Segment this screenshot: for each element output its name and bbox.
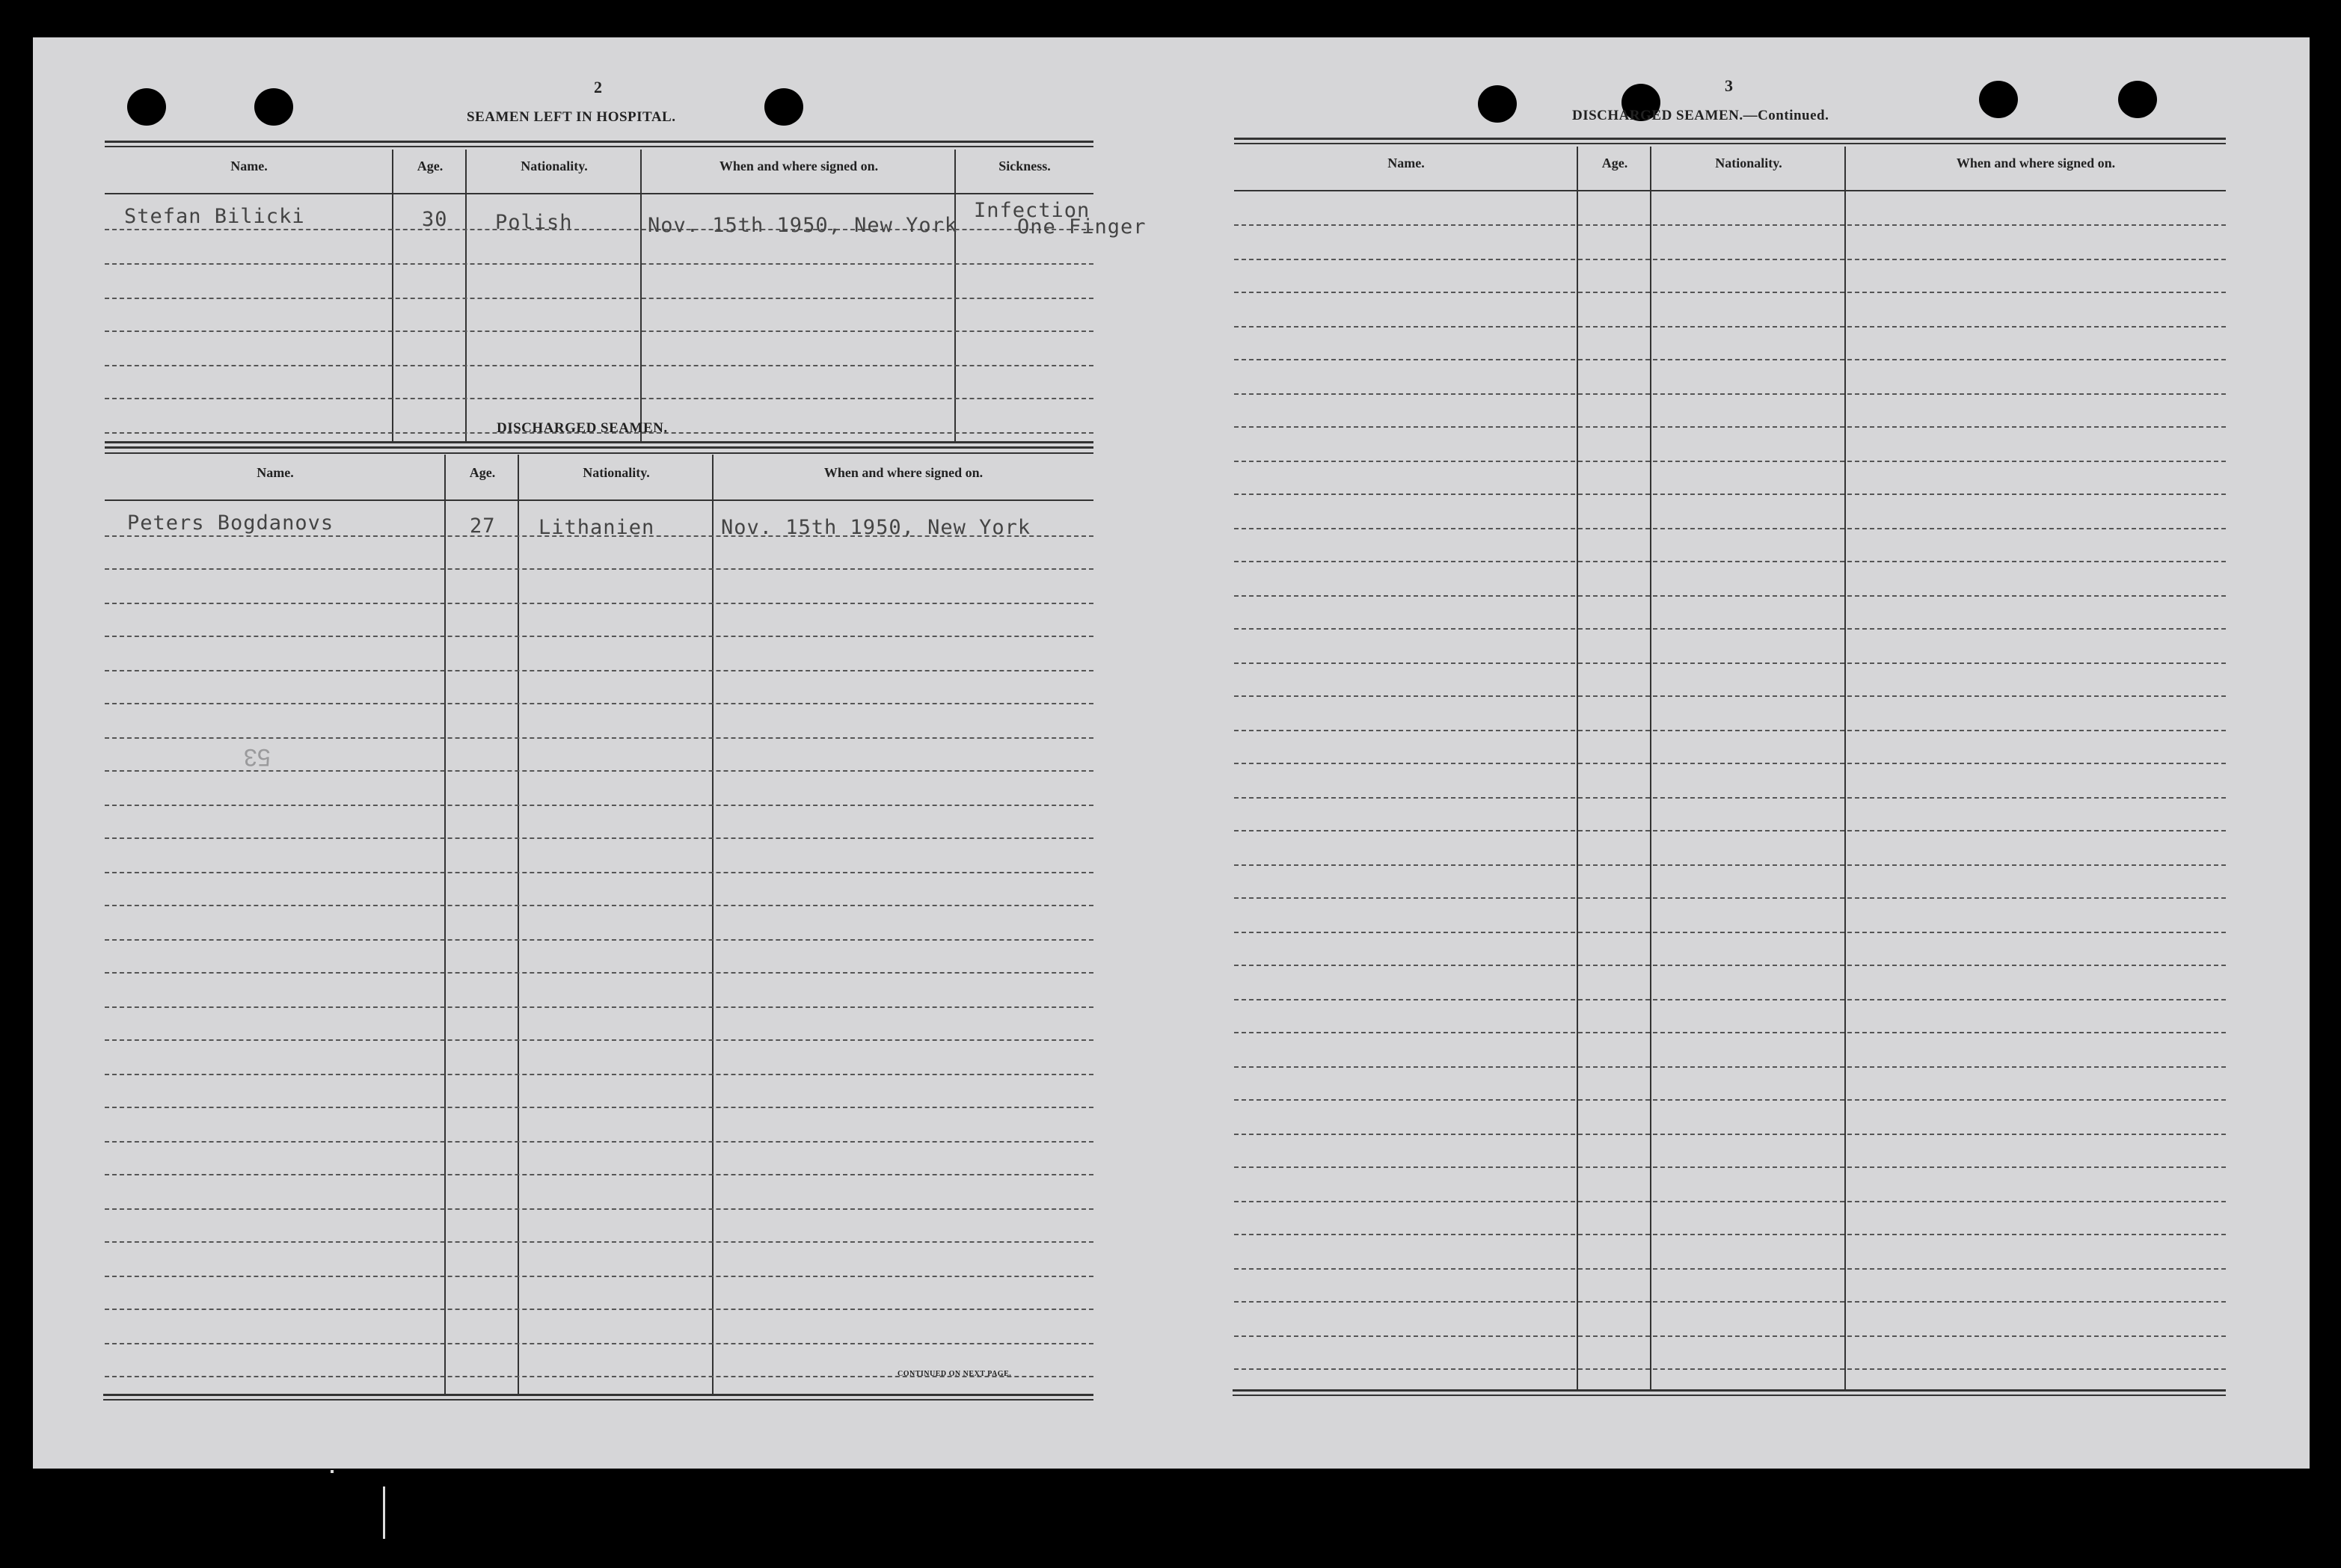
right-col-signed-on: When and where signed on. bbox=[1956, 156, 2116, 170]
punch-hole bbox=[1979, 81, 2018, 118]
hospital-row-sickness-2: One Finger bbox=[1017, 215, 1147, 239]
right-row-line bbox=[1234, 292, 2226, 293]
discharged-header-top-rule bbox=[105, 447, 1093, 449]
right-row-line bbox=[1234, 528, 2226, 529]
hospital-row-line bbox=[105, 398, 1093, 399]
faint-stamp-number: 53 bbox=[244, 744, 271, 771]
right-row-line bbox=[1234, 1335, 2226, 1337]
right-row-line bbox=[1234, 494, 2226, 495]
right-col-age: Age. bbox=[1601, 156, 1628, 170]
right-row-line bbox=[1234, 730, 2226, 731]
punch-hole bbox=[1478, 85, 1517, 123]
right-row-line bbox=[1234, 628, 2226, 630]
hospital-row-name: Stefan Bilicki bbox=[124, 205, 305, 228]
discharged-divider bbox=[518, 455, 519, 1394]
discharged-row-line bbox=[105, 1039, 1093, 1041]
right-col-name: Name. bbox=[1387, 156, 1425, 170]
discharged-row-signed-on: Nov. 15th 1950, New York bbox=[721, 516, 1031, 539]
discharged-row-line bbox=[105, 636, 1093, 637]
discharged-row-line bbox=[105, 1006, 1093, 1008]
right-row-line bbox=[1234, 1368, 2226, 1370]
discharged-header-top-rule bbox=[105, 452, 1093, 454]
right-row-line bbox=[1234, 932, 2226, 933]
hospital-row-signed-on: Nov. 15th 1950, New York bbox=[648, 214, 958, 237]
punch-hole bbox=[2118, 81, 2157, 118]
discharged-row-line bbox=[105, 1241, 1093, 1243]
hospital-row-nationality: Polish bbox=[495, 211, 573, 234]
discharged-row-line bbox=[105, 872, 1093, 873]
hospital-header-rule bbox=[105, 193, 1093, 194]
discharged-col-signed-on: When and where signed on. bbox=[823, 465, 984, 480]
hospital-top-rule bbox=[105, 141, 1093, 143]
right-col-nationality: Nationality. bbox=[1715, 156, 1782, 170]
discharged-row-line bbox=[105, 603, 1093, 604]
discharged-row-line bbox=[105, 905, 1093, 906]
scan-artifact bbox=[383, 1486, 385, 1539]
discharged-row-line bbox=[105, 1174, 1093, 1175]
right-row-line bbox=[1234, 1099, 2226, 1101]
right-row-line bbox=[1234, 864, 2226, 866]
discharged-divider bbox=[712, 455, 714, 1394]
hospital-section-title: SEAMEN LEFT IN HOSPITAL. bbox=[467, 109, 676, 125]
punch-hole bbox=[127, 88, 166, 126]
hospital-row-line bbox=[105, 298, 1093, 299]
left-bottom-rule bbox=[103, 1394, 1093, 1396]
hospital-row-line bbox=[105, 263, 1093, 265]
discharged-row-line bbox=[105, 1141, 1093, 1143]
punch-hole bbox=[254, 88, 293, 126]
discharged-row-line bbox=[105, 972, 1093, 974]
hospital-col-name: Name. bbox=[230, 159, 268, 173]
discharged-section-title: DISCHARGED SEAMEN. bbox=[497, 420, 668, 436]
hospital-row-age: 30 bbox=[422, 208, 448, 231]
hospital-row-line bbox=[105, 365, 1093, 366]
discharged-divider bbox=[444, 455, 446, 1394]
discharged-row-line bbox=[105, 1343, 1093, 1344]
right-divider bbox=[1577, 147, 1578, 1389]
hospital-col-nationality: Nationality. bbox=[521, 159, 588, 173]
discharged-row-line bbox=[105, 837, 1093, 839]
discharged-row-line bbox=[105, 805, 1093, 806]
right-row-line bbox=[1234, 1134, 2226, 1135]
discharged-col-age: Age. bbox=[469, 465, 496, 480]
right-row-line bbox=[1234, 1066, 2226, 1068]
right-page-number: 3 bbox=[1725, 76, 1733, 95]
right-row-line bbox=[1234, 695, 2226, 697]
continued-footer: CONTINUED ON NEXT PAGE. bbox=[898, 1370, 1012, 1378]
discharged-row-line bbox=[105, 670, 1093, 671]
hospital-col-age: Age. bbox=[417, 159, 444, 173]
right-row-line bbox=[1234, 326, 2226, 328]
right-row-line bbox=[1234, 1301, 2226, 1303]
right-row-line bbox=[1234, 662, 2226, 664]
right-top-rule bbox=[1234, 138, 2226, 140]
right-bottom-rule bbox=[1233, 1389, 2226, 1392]
discharged-row-age: 27 bbox=[470, 514, 496, 538]
right-row-line bbox=[1234, 965, 2226, 966]
right-row-line bbox=[1234, 1166, 2226, 1168]
right-row-line bbox=[1234, 797, 2226, 799]
right-row-line bbox=[1234, 224, 2226, 226]
discharged-top-rule bbox=[105, 441, 1093, 443]
right-row-line bbox=[1234, 763, 2226, 764]
scan-artifact bbox=[331, 1470, 334, 1473]
discharged-row-line bbox=[105, 703, 1093, 704]
right-row-line bbox=[1234, 830, 2226, 831]
discharged-col-nationality: Nationality. bbox=[583, 465, 650, 480]
right-row-line bbox=[1234, 1032, 2226, 1033]
hospital-col-signed-on: When and where signed on. bbox=[719, 159, 879, 173]
right-row-line bbox=[1234, 595, 2226, 597]
right-row-line bbox=[1234, 1201, 2226, 1202]
discharged-row-line bbox=[105, 1208, 1093, 1210]
left-page-number: 2 bbox=[594, 78, 602, 96]
right-row-line bbox=[1234, 999, 2226, 1000]
right-row-line bbox=[1234, 1234, 2226, 1235]
right-top-rule bbox=[1234, 143, 2226, 144]
left-bottom-rule bbox=[103, 1399, 1093, 1401]
discharged-row-line bbox=[105, 1074, 1093, 1075]
right-row-line bbox=[1234, 897, 2226, 899]
discharged-row-line bbox=[105, 939, 1093, 941]
right-row-line bbox=[1234, 359, 2226, 360]
document-sheet bbox=[33, 37, 2310, 1469]
right-row-line bbox=[1234, 461, 2226, 462]
discharged-header-rule bbox=[105, 499, 1093, 501]
right-row-line bbox=[1234, 393, 2226, 395]
discharged-row-nationality: Lithanien bbox=[539, 516, 655, 539]
discharged-row-line bbox=[105, 1276, 1093, 1277]
discharged-row-line bbox=[105, 737, 1093, 739]
discharged-row-line bbox=[105, 1309, 1093, 1310]
discharged-row-name: Peters Bogdanovs bbox=[127, 511, 334, 535]
hospital-row-sickness-1: Infection bbox=[974, 199, 1090, 222]
right-row-line bbox=[1234, 1268, 2226, 1270]
punch-hole bbox=[764, 88, 803, 126]
right-bottom-rule bbox=[1233, 1395, 2226, 1396]
hospital-top-rule bbox=[105, 146, 1093, 147]
right-row-line bbox=[1234, 259, 2226, 260]
right-row-line bbox=[1234, 426, 2226, 428]
right-divider bbox=[1650, 147, 1651, 1389]
right-section-title: DISCHARGED SEAMEN.—Continued. bbox=[1572, 108, 1829, 123]
hospital-col-sickness: Sickness. bbox=[998, 159, 1051, 173]
right-header-rule bbox=[1234, 190, 2226, 191]
discharged-row-line bbox=[105, 1107, 1093, 1108]
right-row-line bbox=[1234, 561, 2226, 562]
discharged-col-name: Name. bbox=[257, 465, 294, 480]
hospital-row-line bbox=[105, 330, 1093, 332]
right-divider bbox=[1844, 147, 1846, 1389]
discharged-row-line bbox=[105, 568, 1093, 570]
